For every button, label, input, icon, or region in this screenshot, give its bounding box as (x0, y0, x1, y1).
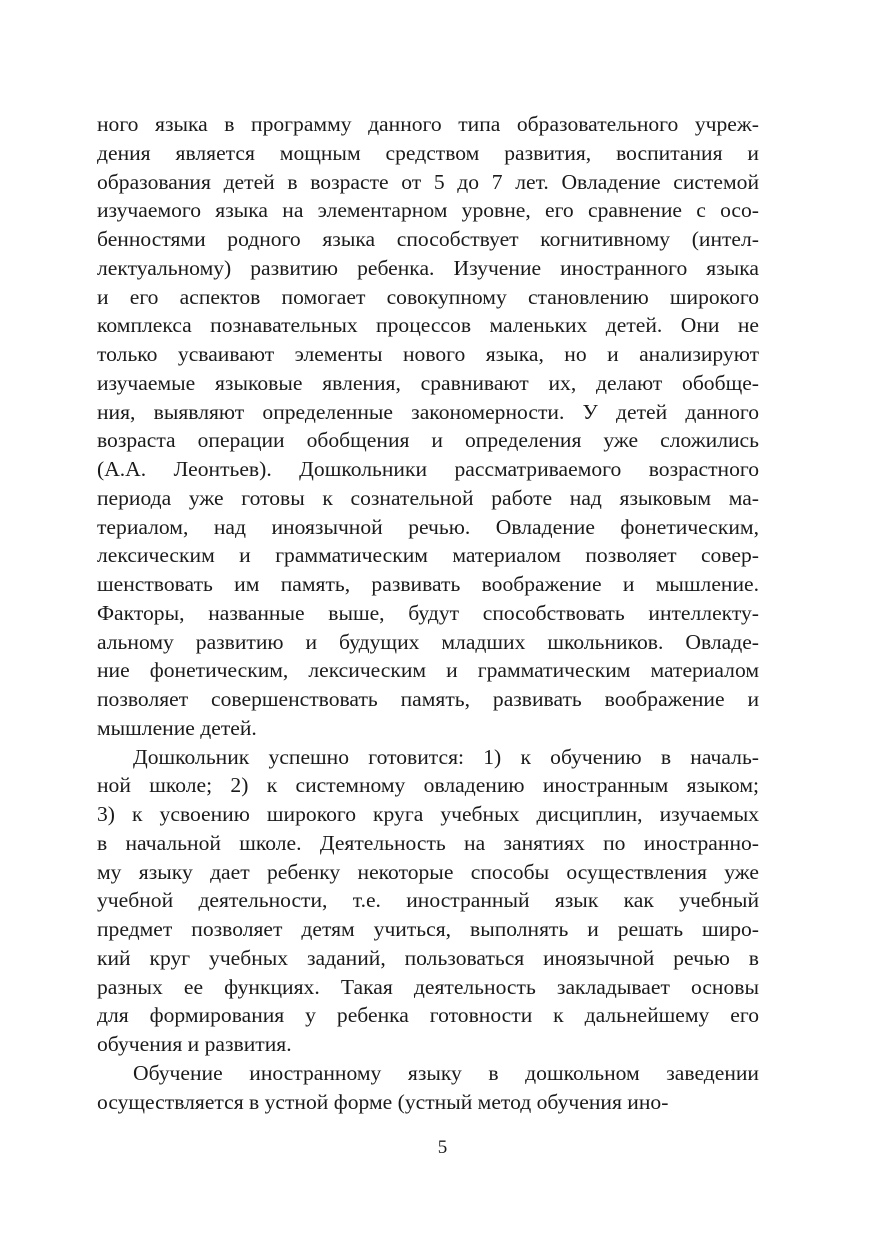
text-line: ной школе; 2) к системному овладению иностранным языком; (97, 773, 759, 798)
text-line: ние фонетическим, лексическим и грамматическим материалом (97, 658, 759, 683)
text-line: Факторы, названные выше, будут способствовать интеллекту- (97, 600, 759, 625)
text-line: лектуальному) развитию ребенка. Изучение иностранного языка (97, 255, 759, 280)
text-line: кий круг учебных заданий, пользоваться иноязычной речью в (97, 945, 759, 970)
text-line: комплекса познавательных процессов маленьких детей. Они не (97, 313, 759, 338)
text-line: териалом, над иноязычной речью. Овладение фонетическим, (97, 514, 759, 539)
text-line: образования детей в возрасте от 5 до 7 лет. Овладение системой (97, 169, 759, 194)
text-line: для формирования у ребенка готовности к дальнейшему его (97, 1003, 759, 1028)
text-line: ния, выявляют определенные закономерности. У детей данного (97, 399, 759, 424)
text-line: шенствовать им память, развивать воображение и мышление. (97, 572, 759, 596)
text-line: осуществляется в устной форме (устный метод обучения ино- (97, 1089, 669, 1114)
text-line: Обучение иностранному языку в дошкольном заведении (133, 1060, 759, 1085)
text-line: (А.А. Леонтьев). Дошкольники рассматриваемого возрастного (97, 457, 759, 481)
text-line: бенностями родного языка способствует когнитивному (интел- (97, 227, 759, 251)
paragraph (97, 743, 759, 1059)
text-line: возраста операции обобщения и определения уже сложились (97, 428, 759, 453)
text-line: позволяет совершенствовать память, развивать воображение и (97, 687, 759, 711)
text-line: предмет позволяет детям учиться, выполнять и решать широ- (97, 917, 759, 941)
text-line: изучаемого языка на элементарном уровне, его сравнение с осо- (97, 198, 759, 223)
text-line: альному развитию и будущих младших школьников. Овладе- (97, 629, 759, 654)
text-line: изучаемые языковые явления, сравнивают их, делают обобще- (97, 370, 759, 395)
text-line: Дошкольник успешно готовится: 1) к обучению в началь- (133, 744, 759, 769)
text-line: ного языка в программу данного типа образовательного учреж- (97, 112, 759, 136)
text-line: и его аспектов помогает совокупному становлению широкого (97, 284, 759, 309)
text-line: только усваивают элементы нового языка, но и анализируют (97, 342, 759, 366)
paragraph (97, 110, 759, 743)
page-body (97, 110, 759, 1116)
page-number: 5 (437, 1137, 448, 1158)
text-line: 3) к усвоению широкого круга учебных дисциплин, изучаемых (97, 802, 759, 826)
text-line: в начальной школе. Деятельность на занятиях по иностранно- (97, 830, 759, 855)
text-line: лексическим и грамматическим материалом позволяет совер- (97, 543, 759, 568)
text-line: дения является мощным средством развития, воспитания и (97, 140, 759, 165)
text-line: мышление детей. (97, 715, 257, 740)
text-line: периода уже готовы к сознательной работе над языковым ма- (97, 485, 759, 510)
text-line: разных ее функциях. Такая деятельность закладывает основы (97, 974, 759, 999)
paragraph (97, 1059, 759, 1117)
text-line: му языку дает ребенку некоторые способы осуществления уже (97, 859, 759, 884)
text-line: обучения и развития. (97, 1032, 292, 1056)
text-line: учебной деятельности, т.е. иностранный язык как учебный (97, 888, 759, 913)
